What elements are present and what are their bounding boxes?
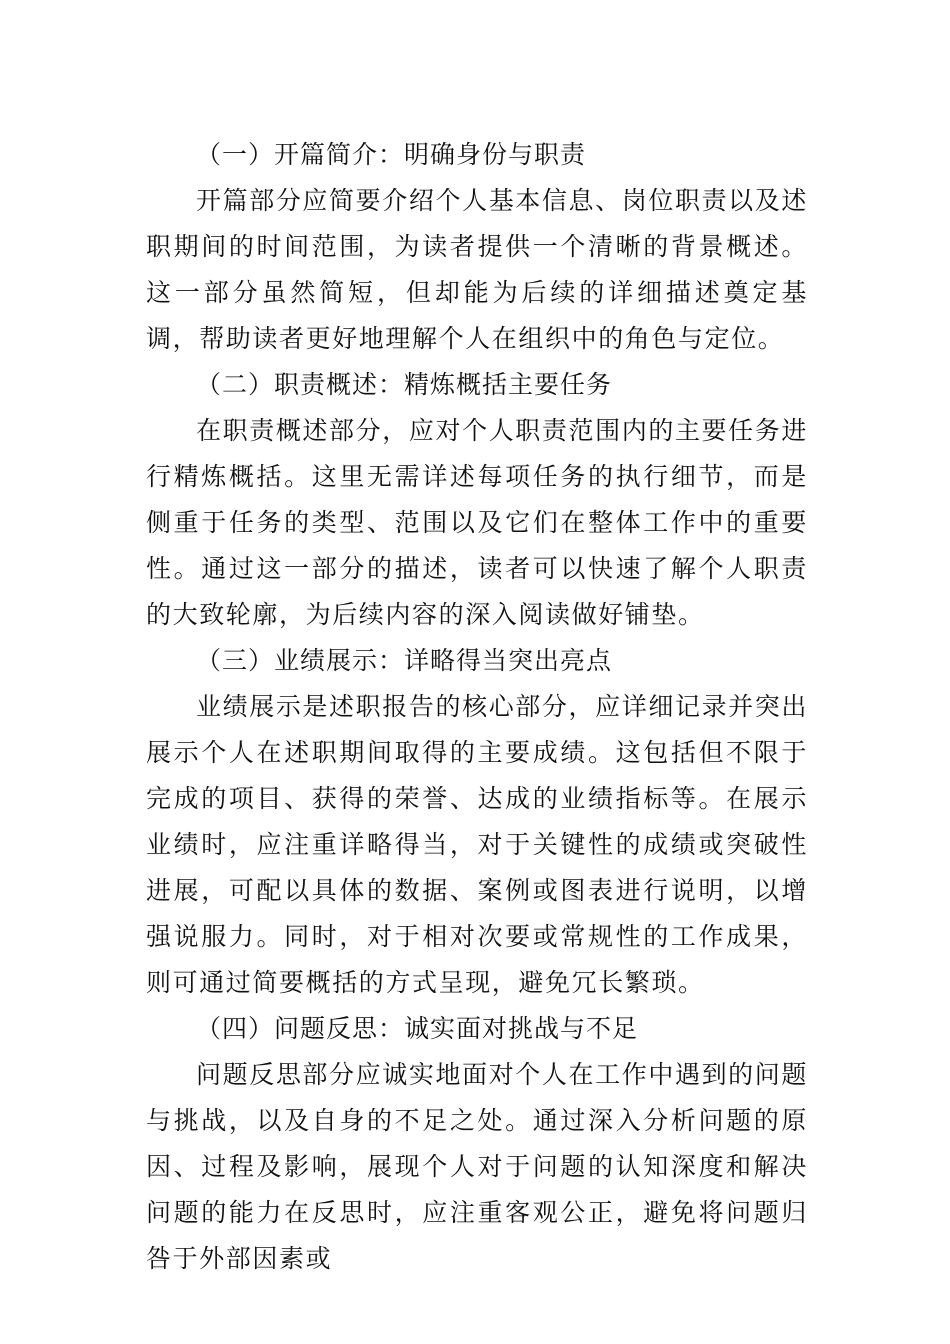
section-paragraph-2: 在职责概述部分，应对个人职责范围内的主要任务进行精炼概括。这里无需详述每项任务的执行细节，而是侧重于任务的类型、范围以及它们在整体工作中的重要性。通过这一部分的描述，读者可以快速了解个人职责的大致轮廓，为后续内容的深入阅读做好铺垫。 (146, 416, 808, 629)
section-paragraph-1: 开篇部分应简要介绍个人基本信息、岗位职责以及述职期间的时间范围，为读者提供一个清晰的背景概述。这一部分虽然简短，但却能为后续的详细描述奠定基调，帮助读者更好地理解个人在组织中的角色与定位。 (146, 186, 808, 353)
section-heading-3: （三）业绩展示：详略得当突出亮点 (196, 646, 613, 675)
section-heading-4: （四）问题反思：诚实面对挑战与不足 (196, 1014, 639, 1043)
section-heading-2: （二）职责概述：精炼概括主要任务 (196, 370, 613, 399)
section-paragraph-4: 问题反思部分应诚实地面对个人在工作中遇到的问题与挑战，以及自身的不足之处。通过深入分析问题的原因、过程及影响，展现个人对于问题的认知深度和解决问题的能力在反思时，应注重客观公正，避免将问题归咎于外部因素或 (146, 1060, 808, 1273)
section-heading-1: （一）开篇简介：明确身份与职责 (196, 140, 587, 169)
document-body (146, 132, 808, 1282)
section-paragraph-3: 业绩展示是述职报告的核心部分，应详细记录并突出展示个人在述职期间取得的主要成绩。这包括但不限于完成的项目、获得的荣誉、达成的业绩指标等。在展示业绩时，应注重详略得当，对于关键性的成绩或突破性进展，可配以具体的数据、案例或图表进行说明，以增强说服力。同时，对于相对次要或常规性的工作成果，则可通过简要概括的方式呈现，避免冗长繁琐。 (146, 692, 808, 997)
